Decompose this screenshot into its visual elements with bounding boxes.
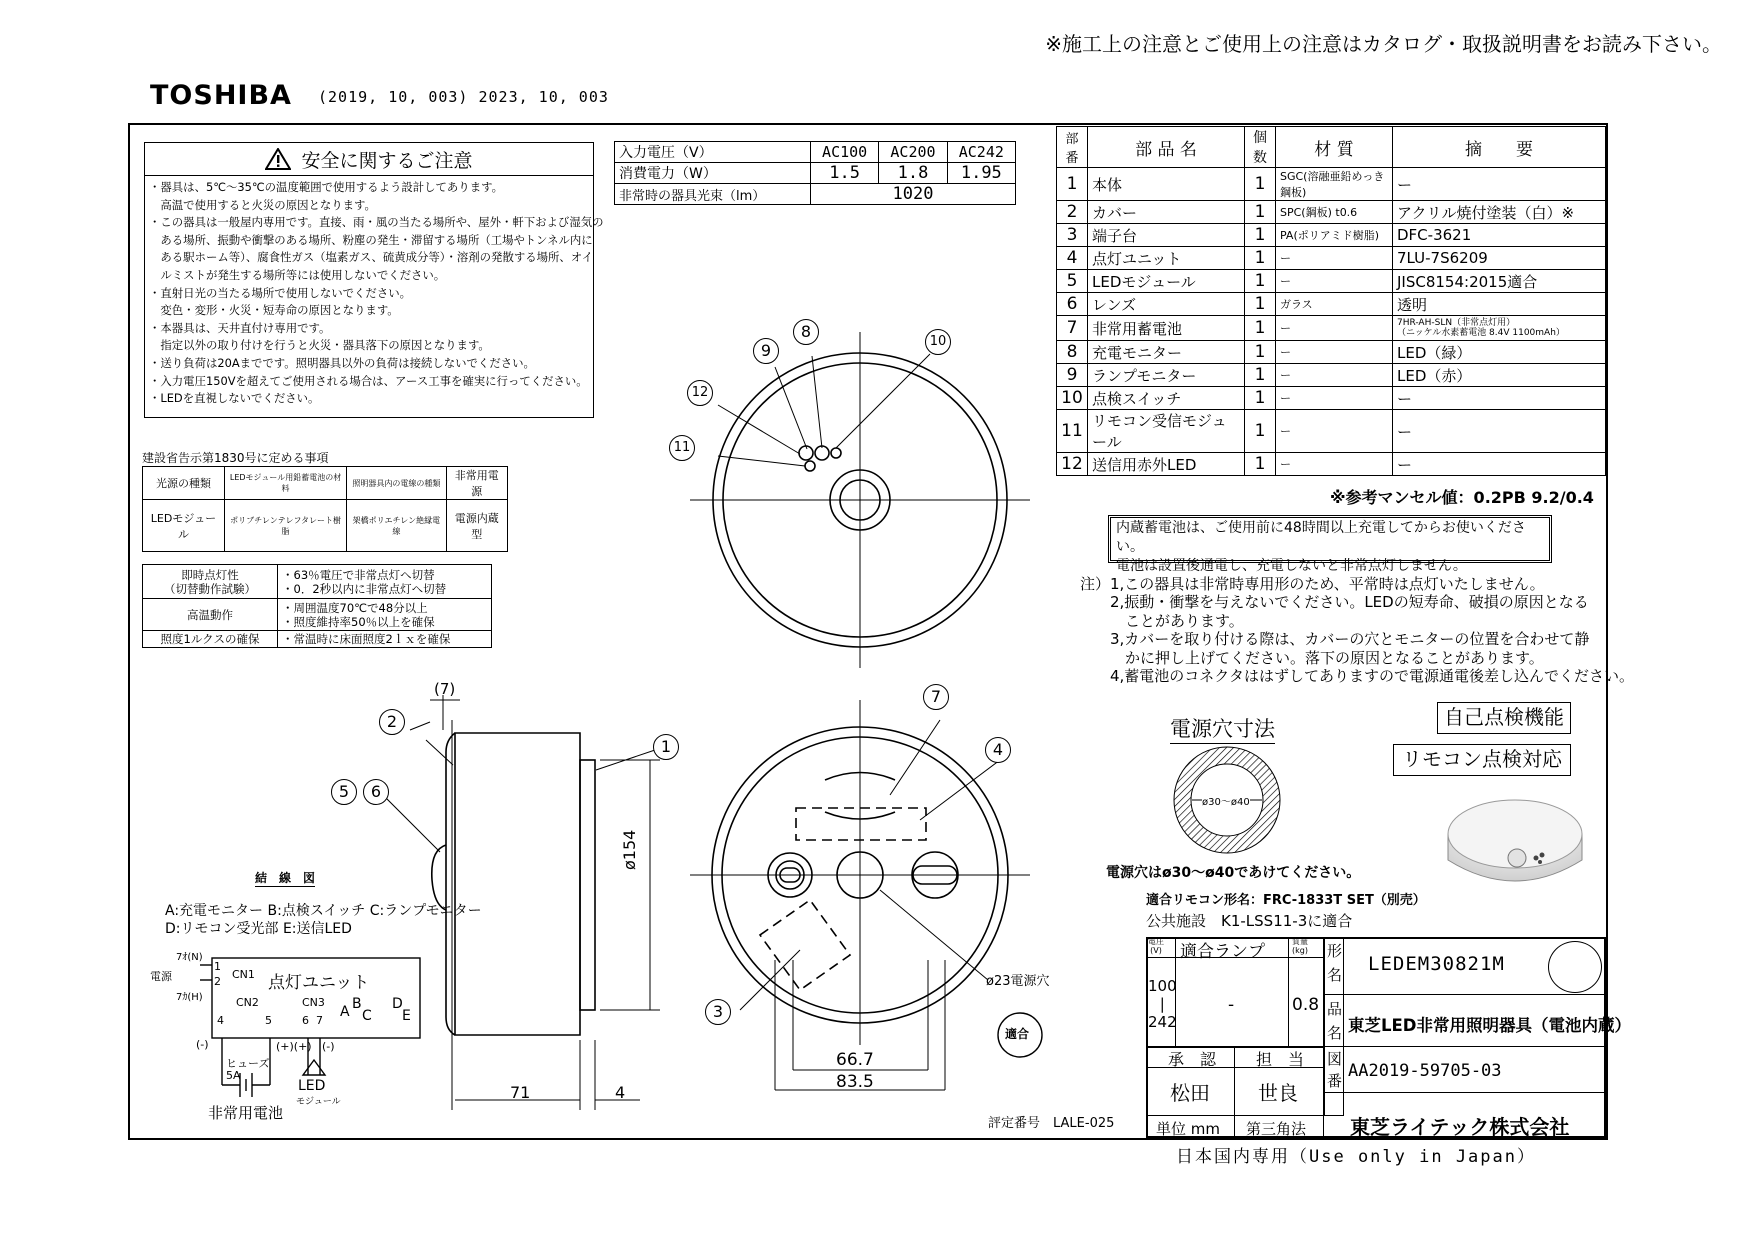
- approved-label: 承 認: [1168, 1050, 1217, 1069]
- performance-value: ・63％電圧で非常点灯へ切替 ・0．2秒以内に非常点灯へ切替: [278, 565, 492, 599]
- parts-cell: ー: [1276, 316, 1393, 341]
- performance-label: 高温動作: [143, 599, 278, 631]
- top-view: [690, 332, 1030, 668]
- pin-label: 6: [302, 1014, 309, 1027]
- sign-plus: (+)(+): [276, 1040, 312, 1053]
- safety-title: 安全に関するご注意: [301, 149, 473, 172]
- revision-text: (2019, 10, 003) 2023, 10, 003: [318, 88, 609, 106]
- letter-b: B: [352, 996, 362, 1012]
- charge-name: 世良: [1258, 1081, 1298, 1105]
- parts-cell: 非常用蓄電池: [1088, 316, 1245, 341]
- product-name: 東芝LED非常用照明器具（電池内蔵）: [1348, 1016, 1631, 1035]
- safety-line: 変色・変形・火災・短寿命の原因となります。: [149, 303, 399, 318]
- electrical-value: AC242: [947, 142, 1015, 163]
- parts-cell: 透明: [1393, 293, 1606, 316]
- electrical-label: 消費電力（W）: [615, 163, 811, 184]
- callout-11: 11: [669, 435, 695, 461]
- ministry-header: 光源の種類: [143, 467, 225, 500]
- parts-cell: 1: [1057, 168, 1088, 201]
- seal-text: 適合: [1005, 1027, 1030, 1041]
- ministry-cell: 電源内蔵型: [446, 500, 507, 552]
- parts-cell: 12: [1057, 453, 1088, 476]
- parts-cell: 1: [1245, 410, 1276, 453]
- parts-cell: ー: [1276, 387, 1393, 410]
- wiring-legend: A:充電モニター B:点検スイッチ C:ランプモニター: [165, 903, 482, 919]
- safety-line: 指定以外の取り付けを行うと火災・器具落下の原因となります。: [149, 338, 490, 353]
- parts-cell: ー: [1276, 410, 1393, 453]
- parts-cell: アクリル焼付塗装（白）※: [1393, 201, 1606, 224]
- ministry-cell: 架橋ポリエチレン絶縁電線: [347, 500, 446, 552]
- sign-minus: (-): [196, 1038, 209, 1051]
- battery-label: 非常用電池: [208, 1104, 284, 1122]
- mass-value: 0.8: [1292, 995, 1320, 1015]
- parts-cell: SGC(溶融亜鉛めっき鋼板): [1276, 168, 1393, 201]
- wire-power: 電源: [150, 970, 172, 983]
- feature-badge: リモコン点検対応: [1393, 744, 1571, 776]
- dim-width-paren: (7): [434, 680, 456, 698]
- dim-inner: 66.7: [836, 1050, 874, 1070]
- callout-7: 7: [923, 684, 949, 710]
- sign-minus: (-): [322, 1040, 335, 1053]
- ministry-caption: 建設省告示第1830号に定める事項: [142, 451, 329, 465]
- feature-badge: 自己点検機能: [1437, 702, 1571, 734]
- parts-cell: LEDモジュール: [1088, 270, 1245, 293]
- dim-lip: 4: [615, 1083, 626, 1102]
- parts-cell: 8: [1057, 341, 1088, 364]
- callout-4: 4: [985, 737, 1011, 763]
- cn2-label: CN2: [236, 996, 259, 1009]
- note-line: 注）1,この器具は非常時専用形のため、平常時は点灯いたしません。: [1080, 575, 1545, 593]
- note-line: かに押し上げてください。落下の原因となることがあります。: [1080, 648, 1544, 667]
- dim-diameter: ø154: [620, 829, 639, 870]
- parts-cell: LED（緑）: [1393, 341, 1606, 364]
- safety-line: ・送り負荷は20Aまでです。照明器具以外の負荷は接続しないでください。: [149, 355, 535, 370]
- electrical-value: AC100: [810, 142, 878, 163]
- parts-cell: SPC(鋼板) t0.6: [1276, 201, 1393, 224]
- ministry-header: 照明器具内の電線の種類: [347, 467, 446, 500]
- parts-cell: 10: [1057, 387, 1088, 410]
- approved-name: 松田: [1170, 1081, 1210, 1105]
- bottom-view: [690, 700, 1030, 1090]
- eval-number: 評定番号 LALE-025: [988, 1116, 1115, 1131]
- performance-label: 即時点灯性 （切替動作試験）: [143, 565, 278, 599]
- fuse-amp: 5A: [226, 1069, 241, 1082]
- safety-line: ・LEDを直視しないでください。: [149, 391, 320, 406]
- munsell-note: ※参考マンセル値：0.2PB 9.2/0.4: [1330, 488, 1594, 507]
- parts-cell: PA(ポリアミド樹脂): [1276, 224, 1393, 247]
- parts-cell: ー: [1393, 453, 1606, 476]
- cn3-label: CN3: [302, 996, 325, 1009]
- note-line: 3,カバーを取り付ける際は、カバーの穴とモニターの位置を合わせて静: [1080, 630, 1590, 649]
- label-drawing: 図番: [1327, 1050, 1343, 1090]
- performance-label: 照度1ルクスの確保: [143, 631, 278, 648]
- battery-notice-line: 内蔵蓄電池は、ご使用前に48時間以上充電してからお使いください。: [1116, 520, 1526, 555]
- parts-cell: ー: [1276, 270, 1393, 293]
- note-line: 2,振動・衝撃を与えないでください。LEDの短寿命、破損の原因となる: [1080, 593, 1589, 612]
- label-name: 品名: [1327, 1000, 1343, 1042]
- parts-header: 部番: [1057, 127, 1088, 168]
- parts-cell: ー: [1276, 247, 1393, 270]
- col-lamp: 適合ランプ: [1180, 942, 1265, 962]
- ministry-cell: ポリブチレンテレフタレート樹脂: [224, 500, 346, 552]
- pin-label: 5: [265, 1014, 272, 1027]
- parts-header: 摘 要: [1393, 127, 1606, 168]
- parts-cell: 1: [1245, 270, 1276, 293]
- parts-cell: 1: [1245, 247, 1276, 270]
- parts-cell: 1: [1245, 341, 1276, 364]
- ministry-header: LEDモジュール用鉛蓄電池の材料: [224, 467, 346, 500]
- col-mass: 質量 (kg): [1292, 937, 1308, 955]
- electrical-label: 非常時の器具光束（lm）: [615, 184, 811, 205]
- charge-label: 担 当: [1256, 1050, 1305, 1069]
- wire-n: 7ｵ(N): [176, 952, 203, 963]
- header-notice: ※施工上の注意とご使用上の注意はカタログ・取扱説明書をお読み下さい。: [1045, 32, 1722, 56]
- led-module-label: モジュール: [296, 1097, 341, 1107]
- parts-cell: DFC-3621: [1393, 224, 1606, 247]
- parts-cell: LED（赤）: [1393, 364, 1606, 387]
- parts-cell: ー: [1393, 168, 1606, 201]
- pin-label: 2: [214, 975, 221, 988]
- parts-cell: 点検スイッチ: [1088, 387, 1245, 410]
- parts-header: 材 質: [1276, 127, 1393, 168]
- dim-depth: 71: [510, 1083, 531, 1102]
- parts-cell: 3: [1057, 224, 1088, 247]
- parts-cell: ー: [1393, 410, 1606, 453]
- wiring-title: 結 線 図: [255, 871, 316, 885]
- wire-h: 7ｶ(H): [176, 992, 203, 1003]
- parts-cell: 本体: [1088, 168, 1245, 201]
- parts-cell: 5: [1057, 270, 1088, 293]
- parts-cell: ー: [1393, 387, 1606, 410]
- callout-10: 10: [925, 329, 951, 355]
- label-model: 形名: [1327, 942, 1343, 984]
- safety-line: ・本器具は、天井直付け専用です。: [149, 320, 331, 335]
- battery-notice-line: 電池は設置後通電し、充電しないと非常点灯しません。: [1116, 558, 1467, 574]
- safety-line: 高温で使用すると火災の原因となります。: [149, 197, 376, 212]
- company-name: 東芝ライテック株式会社: [1350, 1115, 1570, 1139]
- letter-d: D: [392, 996, 403, 1012]
- led-label: LED: [298, 1078, 326, 1094]
- parts-cell: 11: [1057, 410, 1088, 453]
- col-voltage: 電圧 (V): [1148, 937, 1164, 955]
- callout-6: 6: [363, 779, 389, 805]
- electrical-label: 入力電圧（V）: [615, 142, 811, 163]
- parts-cell: 7LU-7S6209: [1393, 247, 1606, 270]
- safety-line: ある場所、振動や衝撃のある場所、粉塵の発生・滞留する場所（工場やトンネル内に: [149, 232, 593, 247]
- callout-1: 1: [653, 734, 679, 760]
- pin-label: 1: [214, 960, 221, 973]
- electrical-value: AC200: [879, 142, 947, 163]
- parts-cell: ランプモニター: [1088, 364, 1245, 387]
- electrical-value: 1.95: [947, 163, 1015, 184]
- brand-logo: TOSHIBA: [150, 80, 292, 111]
- safety-line: ・この器具は一般屋内専用です。直接、雨・風の当たる場所や、屋外・軒下および湿気の: [149, 215, 604, 230]
- note-line: 4,蓄電池のコネクタははずしてありますので電源通電後差し込んでください。: [1080, 667, 1635, 686]
- lamp-value: -: [1228, 995, 1235, 1015]
- parts-cell: 7HR-AH-SLN（非常点灯用） （ニッケル水素蓄電池 8.4V 1100mAh）: [1393, 316, 1606, 341]
- power-hole-size: ø30～ø40: [1202, 793, 1250, 808]
- power-hole-note: 電源穴はø30～ø40であけてください。: [1106, 865, 1361, 881]
- safety-line: ルミストが発生する場所等には使用しないでください。: [149, 267, 446, 282]
- callout-5: 5: [331, 779, 357, 805]
- callout-8: 8: [793, 319, 819, 345]
- parts-cell: カバー: [1088, 201, 1245, 224]
- parts-cell: 1: [1245, 201, 1276, 224]
- parts-cell: 4: [1057, 247, 1088, 270]
- parts-cell: 1: [1245, 453, 1276, 476]
- drawing-number: AA2019-59705-03: [1348, 1061, 1502, 1081]
- electrical-value: 1020: [810, 184, 1015, 205]
- parts-cell: 6: [1057, 293, 1088, 316]
- parts-cell: 9: [1057, 364, 1088, 387]
- dim-hole: ø23電源穴: [986, 974, 1050, 989]
- note-line: ことがあります。: [1080, 611, 1244, 630]
- projection-label: 第三角法: [1246, 1120, 1307, 1138]
- safety-line: ・器具は、5℃～35℃の温度範囲で使用するよう設計してあります。: [149, 180, 503, 194]
- cn1-label: CN1: [232, 968, 255, 981]
- parts-cell: 1: [1245, 168, 1276, 201]
- parts-cell: 充電モニター: [1088, 341, 1245, 364]
- parts-cell: 1: [1245, 364, 1276, 387]
- parts-cell: リモコン受信モジュール: [1088, 410, 1245, 453]
- parts-header: 個数: [1245, 127, 1276, 168]
- voltage-value: 100 | 242: [1148, 977, 1177, 1031]
- callout-3: 3: [705, 999, 731, 1025]
- performance-value: ・周囲温度70℃で48分以上 ・照度維持率50％以上を確保: [278, 599, 492, 631]
- electrical-value: 1.8: [879, 163, 947, 184]
- unit-label: 単位 mm: [1156, 1120, 1220, 1138]
- model-number: LEDEM30821M: [1368, 953, 1505, 975]
- ministry-header: 非常用電源: [446, 467, 507, 500]
- letter-c: C: [362, 1008, 372, 1024]
- unit-label: 点灯ユニット: [268, 973, 370, 993]
- letter-a: A: [340, 1004, 350, 1020]
- fuse-label: ヒューズ: [226, 1057, 270, 1070]
- parts-cell: 送信用赤外LED: [1088, 453, 1245, 476]
- parts-cell: 1: [1245, 224, 1276, 247]
- parts-cell: 1: [1245, 293, 1276, 316]
- remote-standard: 公共施設 K1-LSS11-3に適合: [1146, 912, 1353, 930]
- safety-line: ・入力電圧150Vを超えてご使用される場合は、アース工事を確実に行ってください。: [149, 373, 588, 388]
- wiring-legend: D:リモコン受光部 E:送信LED: [165, 921, 352, 937]
- callout-9: 9: [753, 338, 779, 364]
- parts-cell: 点灯ユニット: [1088, 247, 1245, 270]
- remote-model: 適合リモコン形名：FRC-1833T SET（別売）: [1146, 893, 1426, 908]
- electrical-value: 1.5: [810, 163, 878, 184]
- parts-cell: レンズ: [1088, 293, 1245, 316]
- parts-cell: ー: [1276, 453, 1393, 476]
- letter-e: E: [402, 1008, 411, 1024]
- pin-label: 7: [316, 1014, 323, 1027]
- power-hole-title: 電源穴寸法: [1170, 713, 1275, 744]
- ministry-cell: LEDモジュール: [143, 500, 225, 552]
- safety-line: ・直射日光の当たる場所で使用しないでください。: [149, 285, 411, 300]
- parts-cell: ガラス: [1276, 293, 1393, 316]
- parts-cell: 1: [1245, 387, 1276, 410]
- dim-outer: 83.5: [836, 1072, 874, 1092]
- callout-12: 12: [687, 380, 713, 406]
- pin-label: 4: [217, 1014, 224, 1027]
- callout-2: 2: [379, 709, 405, 735]
- parts-cell: 端子台: [1088, 224, 1245, 247]
- parts-cell: JISC8154:2015適合: [1393, 270, 1606, 293]
- performance-value: ・常温時に床面照度2ｌｘを確保: [278, 631, 492, 648]
- safety-line: ある駅ホーム等）、腐食性ガス（塩素ガス、硫黄成分等）・溶剤の発散する場所、オイ: [149, 250, 593, 265]
- parts-cell: 2: [1057, 201, 1088, 224]
- parts-header: 部 品 名: [1088, 127, 1245, 168]
- parts-cell: ー: [1276, 364, 1393, 387]
- footer-note: 日本国内専用（Use only in Japan）: [1176, 1147, 1536, 1167]
- parts-cell: 7: [1057, 316, 1088, 341]
- parts-cell: ー: [1276, 341, 1393, 364]
- parts-cell: 1: [1245, 316, 1276, 341]
